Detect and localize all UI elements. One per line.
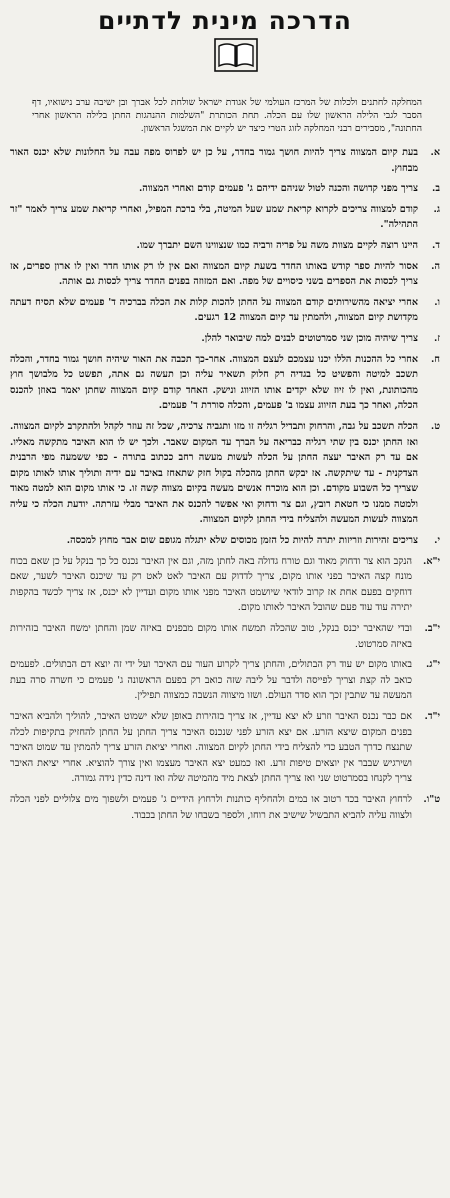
list-item <box>10 709 440 787</box>
item-text: הכלה תשכב על גבה, והרחוק ותבדיל רגליה זו מזו ותגביה צרכיה, שכל זה עוזר לקהל ולהתקרב לקיום המצווה. ואז החתן יכנס בין שתי רגליה כבריאה על הברך עד המקום שאבר. ולכך יש לו הוא האיבר מתקשה מאליו. אם עד רק האיבר יעצה החתן על הכלה לעשות מעשה רחב ככתוב בתורה - כפי ששמעה מפי הרבנית הצדקנית - עד שיתקשה. אז יבקש החתן מהכלה בקול חזק שתאחז באיבר עם ידיה ותוליך אותו לאותו מקום שצריך כל השבוע מקודם. וכן הוא מוכרח אנשים מעשה בקיום מצווה קשה זו. כי אותו מקום הוא למטה מאוד ולמטה ממנו כי חטאת רובץ, וגם צר ודחוק ואי אפשר להכנס את האיבר מבלי עזרתה. יודעת הכלה כי עליה המצווה לעשות המעשה ולהצליח בידי החתן לקיום המצווה. <box>10 420 418 526</box>
item-text: קודם למצווה צריכים לקרוא קריאת שמע שעל המיטה, בלי ברכת המפיל, ואחרי קריאת שמע צריך לאמר "זר התהילה". <box>10 203 418 231</box>
item-number: ט"ו. <box>423 793 440 805</box>
intro-paragraph: המחלקה לחתנים ולכלות של המרכז העולמי של אגודת ישראל שולחת לכל אברך ובן ישיבה ערב נישואיו, דף הסבר לגבי הלילה הראשון שלו עם הכלה. תחת הכותרת "השלמות ההנהגות החתן בלילה הראשון אחרי החתונה", מסבירים רבני המחלקה לזוג הטרי כיצד יש לקיים את המשגל הראשון. <box>32 97 422 134</box>
list-item <box>10 554 440 616</box>
item-text: אחרי כל ההכנות הללו יכנו עצמכם לעצם המצווה. אחר-כך תכבה את האור שיהיה חושך גמור בחדר, והכלה תשכב למיטה והפשיט כל בגדיה רק חלוק תשאיר עליה וכן תעשה גם אתה, תפשט כל מלבושך חוץ מהכותונת, ואין לו זיוז שלא יקדים אותו הזיווג ונישק. האחד קודם קיום המצווה שחתן יאמר באוזן להכנס הכלה, ואחר כך בעת הזיווג עצמו ב' פעמים, והכלה סוררת ד' פעמים. <box>10 353 418 412</box>
item-text: אסור להיות ספר קודש באותו החדר בשעת קיום המצווה ואם אין לו רק אותו חדר ואין לו ארון ספרים, אז צריך לכסות את הספרים בשני כיסויים של מפה. ואם המזוזה בפנים החדר צריך לכסות גם אותה. <box>10 260 418 288</box>
list-item <box>10 621 440 652</box>
item-number: ט. <box>430 420 440 432</box>
header <box>10 6 440 80</box>
item-text: ובדי שהאיבר יכנס בנקל, טוב שהכלה תמשח אותו מקום מבפנים באיזה שמן והחתן ימשח האיבר בזהירות באיזה סמרטוט. <box>10 623 412 650</box>
item-number: ו. <box>434 296 440 308</box>
item-text: צריך מפני קדושה והכנה לטול שניהם ידיהם ג' פעמים קודם ואחרי המצווה. <box>138 183 418 195</box>
item-number: ז. <box>433 332 440 344</box>
item-text: אם כבר נכנס האיבר וזרע לא יצא עדיין, אז צריך בזהירות באופן שלא ישמוט האיבר, להוליך ולהביא האיבר בפנים המקום שיצא הזרע. אם יצא הזרע לפני שנכנס האיבר צריך החתן על החתן להחזיק בתקיפות לכלה שתנצח כדרך הטבע כדי להצליח בידי החתן לקיום המצווה. ואחרי יציאת הזרע צריך להמתין עד שמוט האיבר ושירגיש שבבר אין יוצאים טיפות זרע. ואז כמעט יצא האיבר מעצמו ואין צורך להוציא. אחרי יציאת האיבר צריך לקנחו בסמרטוט שני ואז צריך החתן לצאת מיד מהמיטה שלה ואז דינה כדין נידה גמורה. <box>10 711 412 785</box>
item-text: היינו רוצה לקיים מצוות משה על פריה ורביה כמו שנצווינו השם יתברך שמו. <box>136 239 418 251</box>
list-item <box>10 295 440 326</box>
instruction-list <box>10 145 440 823</box>
list-item <box>10 419 440 528</box>
item-number: ח. <box>430 353 440 365</box>
item-number: ה. <box>431 260 440 272</box>
item-number: י"ג. <box>425 659 440 671</box>
item-text: לרחוץ האיבר בכד רטוב או במים ולהחליף כותנות ולרחוץ הידיים ג' פעמים ולשפוך מים צלוליים לפני הכלה ולצווה עליה להביא התבשיל שישיב את רוחו, ולספר בשבחו של החתן בכבוד. <box>10 793 412 821</box>
item-text: באותו מקום יש עוד רק הבתולים, והחתן צריך לקרוע העור עם האיבר ועל ידי זה יוצא דם הבתולים. לפעמים כואב לה קצת וצריך לפייסה ולדבר על ליבה שזה כואב רק בפעם הראשונה ג' פעמים כי חשרה סרה בעת המעשה עד שתבין זכך הוא סדר העולם. ושזו מיצווה הנשבה כמצווה תפילין. <box>10 659 412 702</box>
list-item <box>10 792 440 823</box>
list-item <box>10 238 440 254</box>
item-number: א. <box>430 147 440 158</box>
list-item <box>10 657 440 704</box>
list-item <box>10 331 440 347</box>
item-text: צריכים זהירות וזריזות יתרה להיות כל הזמן מכוסים שלא יתגלה מגופם שום אבר מחוץ למכסה. <box>66 535 418 547</box>
list-item <box>10 145 440 176</box>
item-number: ג. <box>433 203 440 215</box>
list-item <box>10 202 440 233</box>
item-number: י"ב. <box>424 623 440 635</box>
list-item <box>10 352 440 414</box>
item-text: בעת קיום המצווה צריך להיות חושך גמור בחדר, על כן יש לפרוס מפה עבה על החלונות שלא יכנס האור מבחוץ. <box>10 147 418 174</box>
item-number: י. <box>434 535 440 547</box>
item-number: ד. <box>432 239 440 251</box>
item-text: הנקב הוא צר ודחוק מאוד וגם טורח גדולה באה לחתן מזה, וגם אין האיבר נכנס כל כך בנקל על כן שאם בכוח מונח קצה האיבר בפני אותו מקום, צריך לדדוק עם האיבר לאט לאט רק עד שיכנס האיבר לשער, שאם דוחקים בפעם אחת אז קרוב לודאי שיושמט האיבר מפני אותו מקום ועדיין לא יכנס, אז צריך לכשד בהקפות יתירה עוד עוד פעם שהובל האיבר לאותו מקום. <box>10 555 412 614</box>
item-text: צריך שיהיה מוכן שני סמרטוטים לבנים למה שיבואר להלן. <box>201 332 418 344</box>
item-number: י"ד. <box>424 711 440 722</box>
open-book-icon <box>214 38 258 72</box>
item-text: אחרי יציאה מהשירותים קודם המצווה על החתן להכות קלות את הכלה בברכיה ד' פעמים שלא תסיח דעתה מקדושת קיום המצווה, ולהמתין עד קיום המצווה 12 רגעים. <box>10 296 418 324</box>
list-item <box>10 259 440 290</box>
page-title: הדרכה מינית לדתיים <box>98 6 352 35</box>
item-number: ב. <box>432 183 440 195</box>
list-item <box>10 533 440 549</box>
list-item <box>10 181 440 197</box>
item-number: י"א. <box>422 555 440 567</box>
